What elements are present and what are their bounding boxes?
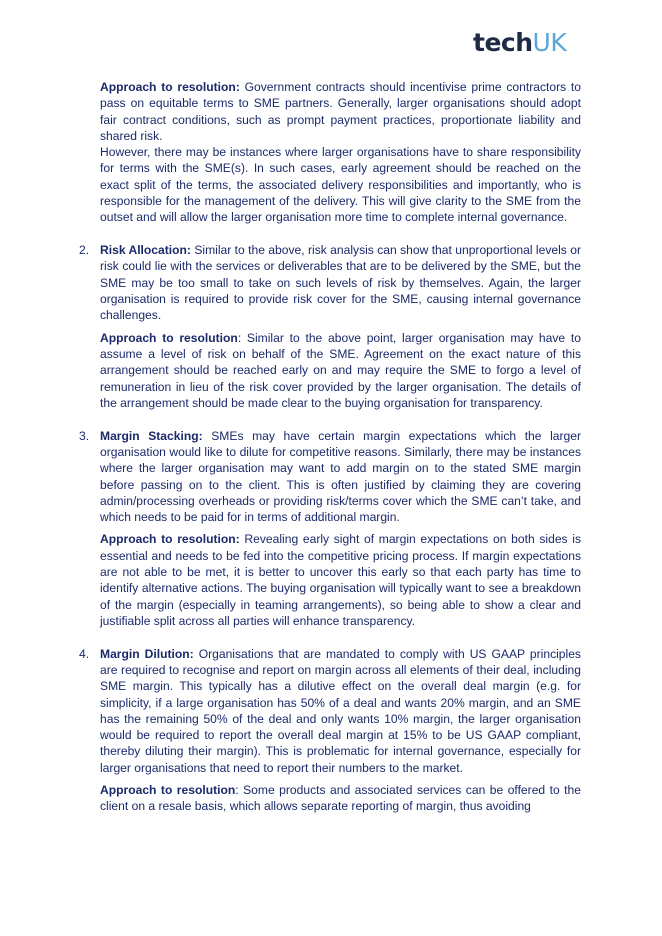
intro-however-paragraph: However, there may be instances where larger organisations have to share responsibility for terms with the SME(s). In such cases, early agreement should be reached on the exact split of the terms, the associated delivery responsibilities and importantly, who is responsible for the management of the delivery. This will give clarity to the SME from the outset and will allow the larger organisation more time to complete internal governance. bbox=[100, 145, 581, 225]
list-number: 3. bbox=[79, 428, 90, 443]
item-paragraph bbox=[100, 646, 581, 776]
approach-text: : Some products and associated services can be offered to the client on a resale basis, which allows separate reporting of margin, thus avoiding bbox=[100, 783, 581, 814]
intro-approach-paragraph bbox=[100, 79, 581, 144]
logo-text-tech: tech bbox=[473, 28, 533, 57]
approach-text: Government contracts should incentivise prime contractors to pass on equitable terms to SME partners. Generally, larger organisations should adopt fair contract conditions, such as prompt payment practices, proportionate liability and shared risk. bbox=[100, 80, 581, 143]
document-body bbox=[79, 79, 582, 815]
logo-text-uk: UK bbox=[532, 28, 567, 57]
list-number: 4. bbox=[79, 646, 90, 661]
item-paragraph bbox=[100, 242, 581, 323]
list-item-margin-dilution bbox=[79, 646, 581, 815]
item-approach-paragraph bbox=[100, 782, 581, 815]
list-number: 2. bbox=[79, 243, 90, 258]
approach-text: : Similar to the above point, larger organisation may have to assume a level of risk on behalf of the SME. Agreement on the exact nature of this arrangement should be reached early on and may require the SME to forgo a level of remuneration in lieu of the risk cover provided by the larger organisation. The details of the arrangement should be made clear to the buying organisation for transparency. bbox=[100, 330, 581, 410]
list-item-margin-stacking bbox=[79, 428, 582, 630]
item-title: Margin Stacking: bbox=[100, 428, 203, 443]
item-text: Organisations that are mandated to comply with US GAAP principles are required to recognise and report on margin across all elements of their deal, including SME margin. This typically has a dilutive effect on the overall deal margin (e.g. for simplicity, if a large organisation has 50% of a deal and wants 20% margin, and an SME has the remaining 50% of the deal and only wants 10% margin, the larger organisation would be required to report the overall deal margin at 15% to be US GAAP compliant, thereby diluting their margin). This is problematic for internal governance, especially for larger organisations that need to report their numbers to the market. bbox=[100, 646, 581, 775]
item-paragraph bbox=[100, 428, 581, 526]
approach-label: Approach to resolution bbox=[100, 783, 236, 798]
item-approach-paragraph bbox=[100, 531, 581, 629]
item-title: Risk Allocation: bbox=[100, 243, 191, 258]
item-approach-paragraph bbox=[100, 330, 581, 411]
item-text: Similar to the above, risk analysis can show that unproportional levels or risk could lie with the services or deliverables that are to be delivered by the SME, but the SME may be too small to take on such levels of risk by themselves. Again, the larger organisation is required to provide risk cover for the SME, causing internal governance challenges. bbox=[100, 243, 581, 323]
item-text: SMEs may have certain margin expectations which the larger organisation would like to dilute for competitive reasons. Similarly, there may be instances where the larger organisation may want to add margin on to the stated SME margin before passing on to the client. This is often justified by claiming they are covering admin/processing overheads or providing risk/terms cover which the SME can’t take, and which needs to be paid for in terms of additional margin. bbox=[100, 428, 581, 525]
techuk-logo bbox=[473, 28, 566, 58]
approach-label: Approach to resolution: bbox=[100, 532, 240, 547]
approach-text: Revealing early sight of margin expectations on both sides is essential and needs to be fed into the competitive pricing process. If margin expectations are not able to be met, it is better to uncover this early so that each party has time to identify alternative actions. The buying organisation will typically want to see a breakdown of the margin (especially in teaming arrangements), so being able to show a clear and justifiable split across all parties will enhance transparency. bbox=[100, 532, 582, 628]
item-title: Margin Dilution: bbox=[100, 646, 194, 661]
approach-label: Approach to resolution: bbox=[100, 80, 240, 94]
list-item-risk-allocation bbox=[79, 242, 581, 411]
approach-label: Approach to resolution bbox=[100, 330, 238, 345]
